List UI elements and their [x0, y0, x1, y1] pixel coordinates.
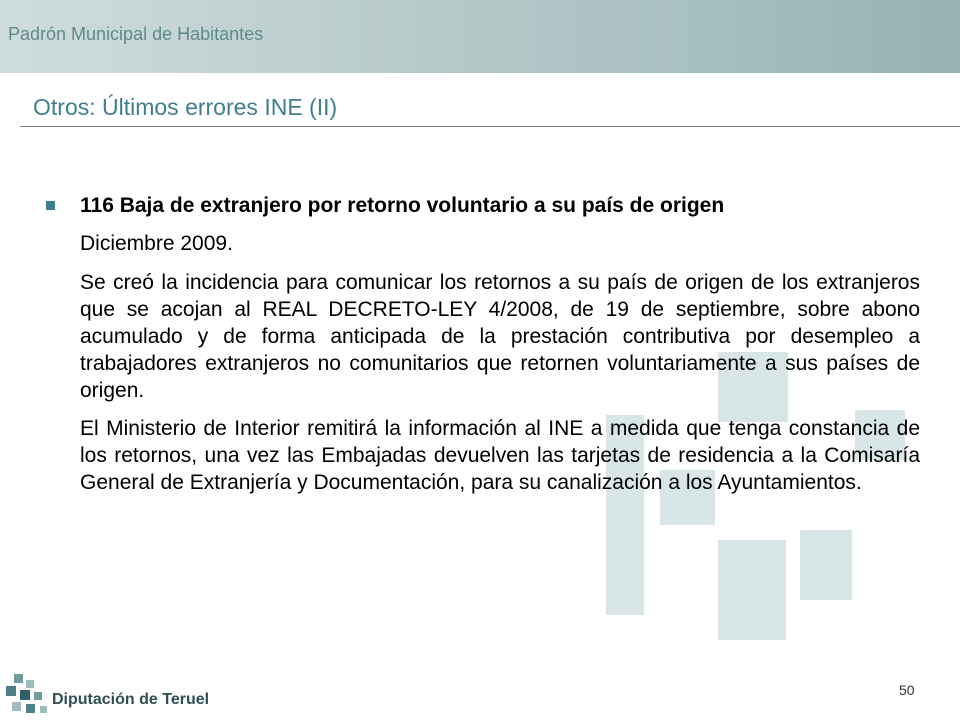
- logo-mark-icon: [4, 672, 52, 720]
- date-text: Diciembre 2009.: [80, 232, 233, 255]
- bullet-square-icon: [46, 201, 55, 210]
- bullet-heading: 116 Baja de extranjero por retorno voluntario a su país de origen: [80, 194, 725, 217]
- page-number: 50: [899, 682, 915, 698]
- header-title: Padrón Municipal de Habitantes: [8, 24, 264, 44]
- logo-text: Diputación de Teruel: [52, 691, 210, 708]
- paragraph-2: El Ministerio de Interior remitirá la información al INE a medida que tenga constancia de los retornos, una vez las Embajadas devuelven las tarjetas de residencia a la Comisaría General de Extranjería y Documentación, para su canalización a los Ayuntamientos.: [80, 417, 920, 494]
- slide-title: Otros: Últimos errores INE (II): [33, 94, 338, 120]
- paragraph-1: Se creó la incidencia para comunicar los retornos a su país de origen de los extranjeros que se acojan al REAL DECRETO-LEY 4/2008, de 19 de septiembre, sobre abono acumulado y de forma anticipada de la prestación contributiva por desempleo a trabajadores extranjeros no comunitarios que retornen voluntariamente a sus países de origen.: [80, 271, 920, 402]
- bullet-item: [44, 192, 920, 219]
- slide-content: [44, 192, 920, 496]
- title-divider: [20, 126, 960, 127]
